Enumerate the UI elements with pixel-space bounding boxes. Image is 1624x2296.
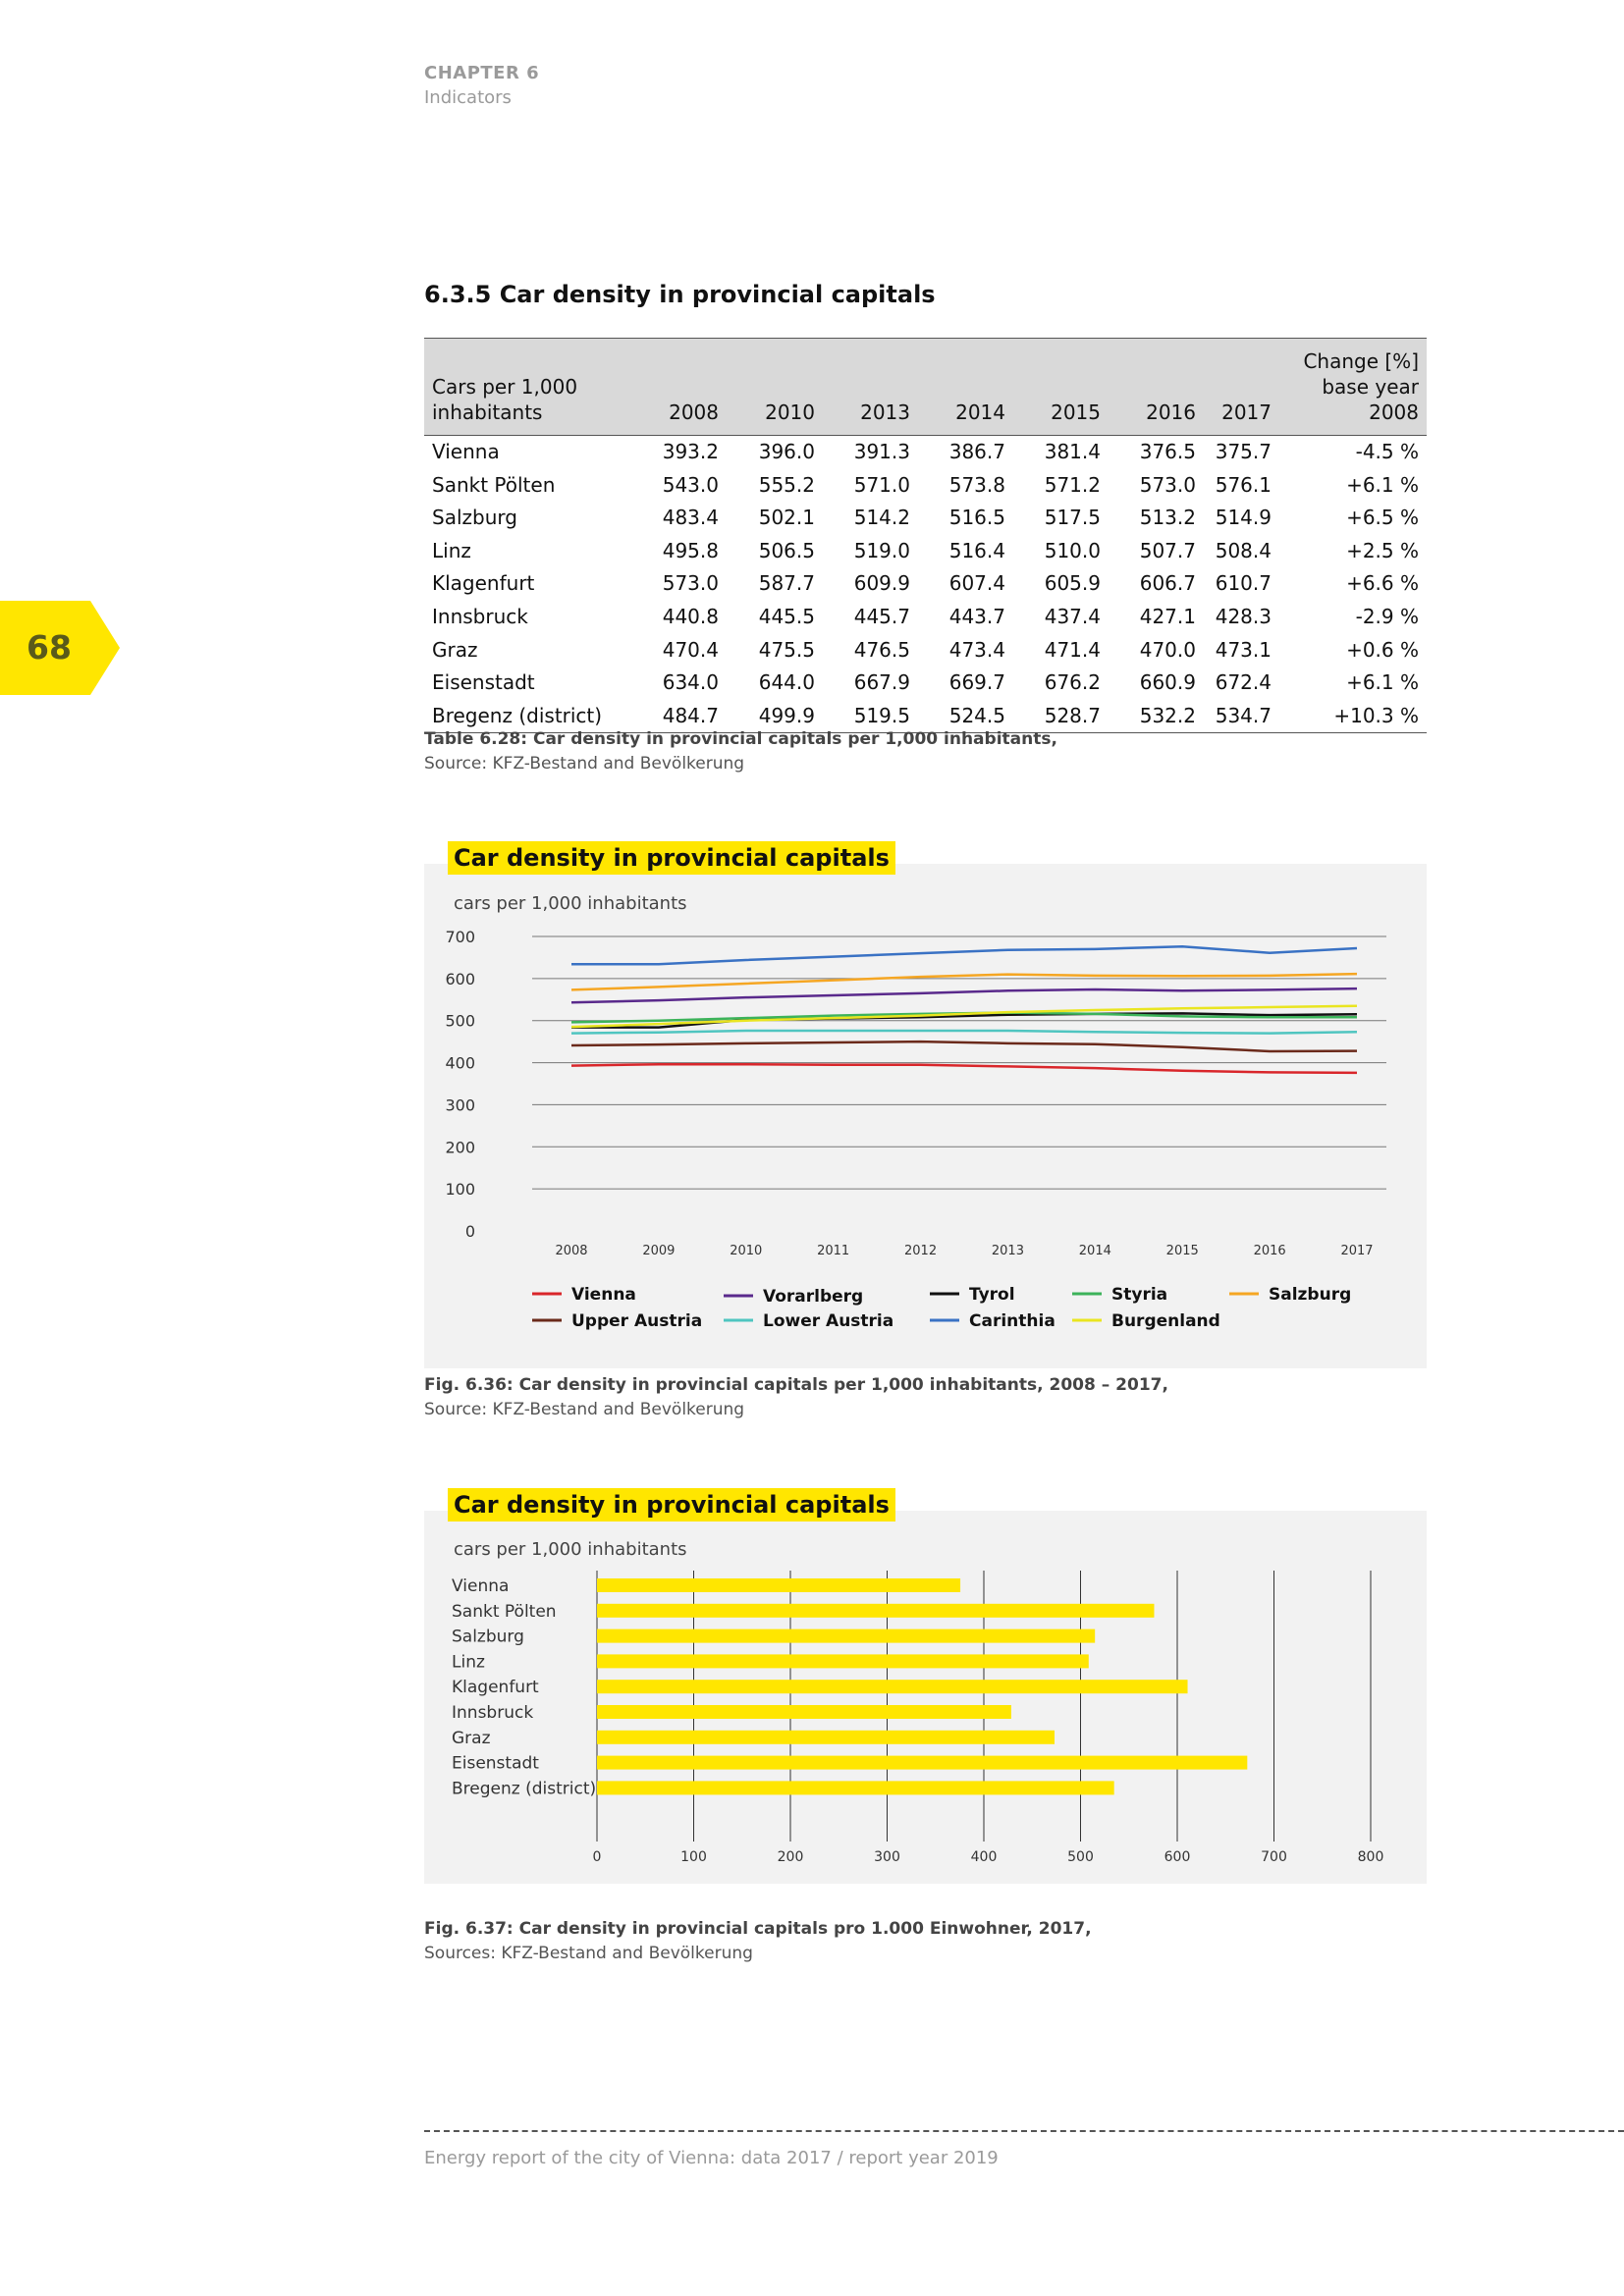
x-tick-label: 2017 [1340, 1244, 1374, 1258]
y-tick-label: 700 [445, 928, 475, 946]
row-value: 607.4 [948, 571, 1005, 596]
row-value: 516.4 [948, 538, 1005, 562]
table-caption-source: Source: KFZ-Bestand and Bevölkerung [424, 754, 745, 774]
x-tick-label: 800 [1357, 1849, 1384, 1865]
legend-label: Tyrol [969, 1285, 1015, 1305]
bar-chart [424, 1571, 1427, 1865]
category-label: Klagenfurt [452, 1678, 539, 1698]
x-tick-label: 600 [1164, 1849, 1191, 1865]
bar [597, 1731, 1055, 1744]
y-tick-label: 600 [445, 969, 475, 988]
table-caption [424, 727, 1057, 776]
row-value: 483.4 [662, 506, 719, 530]
line-chart-unit: cars per 1,000 inhabitants [454, 893, 687, 914]
category-label: Bregenz (district) [452, 1779, 597, 1799]
row-city: Sankt Pölten [432, 472, 556, 497]
header-measure [424, 339, 632, 436]
header-change-line1: Change [%] [1303, 349, 1419, 373]
row-value: 375.7 [1215, 440, 1272, 463]
header-year: 2016 [1109, 339, 1204, 436]
table-row [424, 601, 1427, 634]
row-value: 660.9 [1139, 670, 1196, 695]
row-change: +6.1 % [1346, 670, 1419, 695]
bar [597, 1654, 1089, 1668]
table-row [424, 469, 1427, 503]
table-caption-title: Table 6.28: Car density in provincial capitals per 1,000 inhabitants, [424, 729, 1057, 749]
table-row [424, 436, 1427, 469]
row-value: 676.2 [1044, 670, 1101, 695]
category-label: Innsbruck [452, 1703, 534, 1723]
row-value: 532.2 [1109, 700, 1204, 733]
row-value: 519.0 [853, 538, 910, 562]
row-value: 573.0 [662, 571, 719, 596]
row-value: 672.4 [1215, 670, 1272, 695]
row-city: Bregenz (district) [424, 700, 632, 733]
row-value: 471.4 [1044, 637, 1101, 662]
row-value: 428.3 [1215, 604, 1272, 628]
series-line [571, 988, 1357, 1002]
row-value: 528.7 [1013, 700, 1109, 733]
x-tick-label: 2015 [1165, 1244, 1199, 1258]
row-value: 610.7 [1215, 571, 1272, 596]
x-tick-label: 100 [680, 1849, 707, 1865]
x-tick-label: 2008 [555, 1244, 588, 1258]
page-number-tab [0, 601, 120, 695]
row-value: 587.7 [758, 571, 815, 596]
x-tick-label: 2010 [730, 1244, 763, 1258]
row-value: 571.0 [853, 472, 910, 497]
table-header-row [424, 339, 1427, 436]
row-value: 516.5 [948, 506, 1005, 530]
category-label: Graz [452, 1728, 491, 1748]
x-tick-label: 2009 [642, 1244, 676, 1258]
series-line [571, 1041, 1357, 1051]
row-value: 470.4 [662, 637, 719, 662]
x-tick-label: 300 [874, 1849, 900, 1865]
row-value: 513.2 [1139, 506, 1196, 530]
row-value: 634.0 [662, 670, 719, 695]
x-tick-label: 2013 [991, 1244, 1024, 1258]
x-tick-label: 700 [1261, 1849, 1287, 1865]
bar [597, 1604, 1154, 1618]
legend-label: Vienna [571, 1285, 636, 1305]
legend-label: Burgenland [1111, 1311, 1220, 1331]
row-value: 507.7 [1139, 538, 1196, 562]
category-label: Vienna [452, 1576, 510, 1596]
row-value: 473.4 [948, 637, 1005, 662]
category-label: Salzburg [452, 1627, 524, 1647]
bar [597, 1781, 1114, 1794]
x-tick-label: 200 [777, 1849, 804, 1865]
x-tick-label: 2011 [817, 1244, 850, 1258]
series-line [571, 974, 1357, 989]
running-header [424, 63, 539, 108]
header-year: 2015 [1013, 339, 1109, 436]
header-year: 2014 [918, 339, 1013, 436]
row-value: 381.4 [1044, 440, 1101, 463]
x-tick-label: 2016 [1253, 1244, 1286, 1258]
legend-label: Lower Austria [763, 1311, 894, 1331]
bar [597, 1756, 1247, 1770]
footer-text: Energy report of the city of Vienna: data 2017 / report year 2019 [424, 2148, 999, 2168]
y-tick-label: 500 [445, 1011, 475, 1031]
bar-chart-caption [424, 1917, 1092, 1966]
bar [597, 1629, 1095, 1643]
row-value: 470.0 [1139, 637, 1196, 662]
table-row [424, 667, 1427, 700]
row-value: 393.2 [662, 440, 719, 463]
row-value: 440.8 [662, 604, 719, 628]
row-value: 517.5 [1044, 506, 1101, 530]
category-label: Sankt Pölten [452, 1601, 557, 1622]
header-year: 2008 [632, 339, 727, 436]
y-tick-label: 300 [445, 1095, 475, 1115]
row-value: 605.9 [1044, 571, 1101, 596]
row-value: 508.4 [1215, 538, 1272, 562]
row-value: 391.3 [853, 440, 910, 463]
row-value: 510.0 [1044, 538, 1101, 562]
header-year: 2017 [1204, 339, 1279, 436]
row-change: +2.5 % [1346, 538, 1419, 562]
row-city: Salzburg [432, 506, 517, 530]
table-row [424, 502, 1427, 535]
row-value: 445.5 [758, 604, 815, 628]
row-city: Eisenstadt [432, 670, 535, 695]
row-city: Klagenfurt [432, 571, 535, 596]
section-title: 6.3.5 Car density in provincial capitals [424, 281, 936, 308]
bar [597, 1680, 1188, 1693]
row-value: 445.7 [853, 604, 910, 628]
row-value: 644.0 [758, 670, 815, 695]
row-change: +10.3 % [1279, 700, 1427, 733]
row-value: 473.1 [1215, 637, 1272, 662]
x-tick-label: 400 [970, 1849, 998, 1865]
x-tick-label: 500 [1067, 1849, 1094, 1865]
table-row [424, 535, 1427, 568]
line-chart-caption-title: Fig. 6.36: Car density in provincial capitals per 1,000 inhabitants, 2008 – 2017, [424, 1375, 1168, 1395]
car-density-table [424, 338, 1427, 733]
y-tick-label: 400 [445, 1053, 475, 1073]
row-change: -2.9 % [1355, 604, 1419, 628]
page-number: 68 [27, 628, 72, 667]
row-value: 495.8 [662, 538, 719, 562]
row-city: Linz [432, 538, 471, 562]
row-change: +6.5 % [1346, 506, 1419, 530]
row-value: 514.2 [853, 506, 910, 530]
row-value: 576.1 [1215, 472, 1272, 497]
row-change: -4.5 % [1355, 440, 1419, 463]
row-value: 506.5 [758, 538, 815, 562]
header-measure-line2: inhabitants [432, 400, 543, 424]
row-value: 396.0 [758, 440, 815, 463]
bar [597, 1578, 960, 1592]
row-change: +0.6 % [1346, 637, 1419, 662]
series-line [571, 946, 1357, 964]
bar [597, 1705, 1011, 1719]
line-chart-caption [424, 1373, 1168, 1422]
row-value: 427.1 [1139, 604, 1196, 628]
row-value: 499.9 [727, 700, 823, 733]
row-city: Graz [432, 637, 478, 662]
series-line [571, 1031, 1357, 1034]
row-change: +6.1 % [1346, 472, 1419, 497]
legend-label: Vorarlberg [763, 1287, 864, 1307]
row-value: 573.8 [948, 472, 1005, 497]
header-measure-line1: Cars per 1,000 [432, 375, 578, 399]
legend-label: Carinthia [969, 1311, 1056, 1331]
x-tick-label: 2012 [904, 1244, 938, 1258]
row-value: 571.2 [1044, 472, 1101, 497]
category-label: Eisenstadt [452, 1753, 539, 1774]
table-row [424, 634, 1427, 667]
row-value: 475.5 [758, 637, 815, 662]
header-year: 2013 [823, 339, 918, 436]
row-value: 669.7 [948, 670, 1005, 695]
row-value: 534.7 [1204, 700, 1279, 733]
legend-label: Styria [1111, 1285, 1168, 1305]
row-city: Innsbruck [432, 604, 528, 628]
y-tick-label: 100 [445, 1180, 475, 1200]
row-value: 502.1 [758, 506, 815, 530]
row-value: 609.9 [853, 571, 910, 596]
row-value: 519.5 [823, 700, 918, 733]
x-tick-label: 2014 [1078, 1244, 1111, 1258]
row-value: 514.9 [1215, 506, 1272, 530]
table-row [424, 567, 1427, 601]
header-change-line2: base year 2008 [1322, 375, 1419, 424]
table-body [424, 436, 1427, 733]
bar-chart-unit: cars per 1,000 inhabitants [454, 1539, 687, 1560]
row-value: 437.4 [1044, 604, 1101, 628]
row-value: 386.7 [948, 440, 1005, 463]
chapter-subtitle: Indicators [424, 87, 512, 108]
line-chart-title: Car density in provincial capitals [448, 841, 895, 875]
line-chart-caption-source: Source: KFZ-Bestand and Bevölkerung [424, 1400, 745, 1419]
header-year: 2010 [727, 339, 823, 436]
legend-label: Salzburg [1269, 1285, 1352, 1305]
row-value: 484.7 [632, 700, 727, 733]
bar-chart-caption-title: Fig. 6.37: Car density in provincial capitals pro 1.000 Einwohner, 2017, [424, 1919, 1092, 1939]
row-value: 606.7 [1139, 571, 1196, 596]
legend-label: Upper Austria [571, 1311, 703, 1331]
y-tick-label: 200 [445, 1138, 475, 1157]
row-value: 543.0 [662, 472, 719, 497]
row-value: 443.7 [948, 604, 1005, 628]
row-value: 573.0 [1139, 472, 1196, 497]
category-label: Linz [452, 1652, 485, 1673]
y-tick-label: 0 [464, 1222, 475, 1241]
series-line [571, 1064, 1357, 1073]
row-value: 376.5 [1139, 440, 1196, 463]
row-change: +6.6 % [1346, 571, 1419, 596]
line-chart [424, 923, 1427, 1335]
row-value: 555.2 [758, 472, 815, 497]
chapter-label: CHAPTER 6 [424, 63, 540, 83]
bar-chart-title: Car density in provincial capitals [448, 1488, 895, 1522]
footer-divider [424, 2130, 1624, 2132]
row-city: Vienna [432, 440, 500, 463]
header-change [1279, 339, 1427, 436]
bar-chart-caption-source: Sources: KFZ-Bestand and Bevölkerung [424, 1944, 753, 1963]
row-value: 667.9 [853, 670, 910, 695]
row-value: 476.5 [853, 637, 910, 662]
row-value: 524.5 [918, 700, 1013, 733]
x-tick-label: 0 [592, 1849, 602, 1865]
